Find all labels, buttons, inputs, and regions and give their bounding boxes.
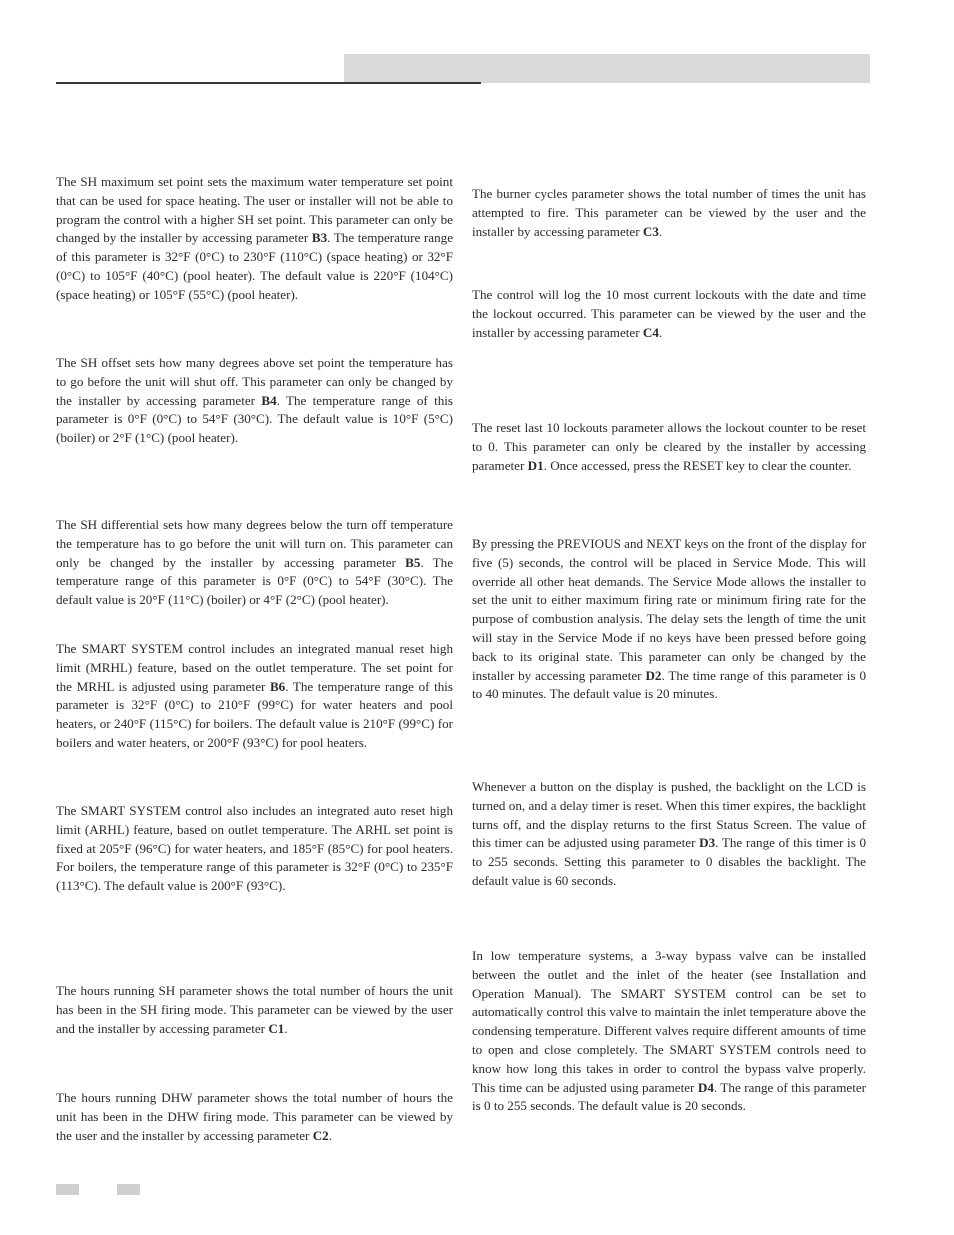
text-run: . The temperature range of this parameter is 32°F (0°C) to 210°F (99°C) for water heaters and pool heaters, or 240°F (115°C) for boilers. The default value is 210°F (99°C) for boilers and water heaters, or 200°F (93°C) for pool heaters. xyxy=(56,678,453,750)
text-run: The SH offset sets how many degrees above set point the temperature has to go before the unit will shut off. This parameter can only be changed by the installer by accessing parameter xyxy=(56,355,453,408)
parameter-code: C2 xyxy=(312,1127,329,1143)
paragraph-hours-running-sh xyxy=(56,982,453,1038)
paragraph-mrhl xyxy=(56,640,453,753)
parameter-code: B5 xyxy=(405,554,421,570)
text-run: The SMART SYSTEM control includes an integrated manual reset high limit (MRHL) feature, based on the outlet temperature. The set point for the MRHL is adjusted using parameter xyxy=(56,641,453,694)
footer-section-box xyxy=(117,1184,140,1195)
text-run: By pressing the PREVIOUS and NEXT keys on the front of the display for five (5) seconds, the control will be placed in Service Mode. This will override all other heat demands. The Service Mode allows the installer to set the unit to either maximum firing rate or minimum firing rate for the purpose of combustion analysis. The delay sets the length of time the unit will stay in the Service Mode if no keys have been pressed before going back to its original state. This parameter can only be changed by the installer by accessing parameter xyxy=(472,536,866,683)
parameter-code: D1 xyxy=(527,457,544,473)
text-run: . The range of this timer is 0 to 255 seconds. Setting this parameter to 0 disables the backlight. The default value is 60 seconds. xyxy=(472,835,867,888)
header-rule xyxy=(56,82,481,84)
parameter-code: D4 xyxy=(697,1079,714,1095)
paragraph-backlight xyxy=(472,778,866,891)
footer-page-box xyxy=(56,1184,79,1195)
text-run: The burner cycles parameter shows the total number of times the unit has attempted to fire. This parameter can be viewed by the user and the installer by accessing parameter xyxy=(472,186,866,239)
text-run: The SMART SYSTEM control also includes an integrated auto reset high limit (ARHL) feature, based on outlet temperature. The ARHL set point is fixed at 205°F (96°C) for water heaters, and 185°F (85°C) for pool heaters. For boilers, the temperature range of this parameter is 32°F (0°C) to 235°F (113°C). The default value is 200°F (93°C). xyxy=(56,803,453,894)
parameter-code: B6 xyxy=(269,678,286,694)
paragraph-hours-running-dhw xyxy=(56,1089,453,1145)
paragraph-bypass-valve xyxy=(472,947,866,1116)
text-run: . xyxy=(658,324,663,340)
text-run: . The temperature range of this parameter is 0°F (0°C) to 54°F (30°C). The default value is 10°F (5°C) (boiler) or 2°F (1°C) (pool heater). xyxy=(56,392,453,446)
parameter-code: D2 xyxy=(645,667,662,683)
text-run: . Once accessed, press the RESET key to clear the counter. xyxy=(543,457,852,473)
paragraph-service-mode xyxy=(472,535,866,704)
paragraph-arhl xyxy=(56,802,453,896)
text-run: The hours running DHW parameter shows the total number of hours the unit has been in the DHW firing mode. This parameter can be viewed by the user and the installer by accessing parameter xyxy=(56,1090,453,1143)
parameter-code: B4 xyxy=(261,392,277,408)
paragraph-lockout-log xyxy=(472,286,866,342)
paragraph-sh-max-set-point xyxy=(56,173,453,305)
header-bar xyxy=(344,54,870,83)
parameter-code: C3 xyxy=(642,223,659,239)
text-run: In low temperature systems, a 3-way bypass valve can be installed between the outlet and the inlet of the heater (see Installation and Operation Manual). The SMART SYSTEM control can be set to automatically control this valve to maintain the inlet temperature above the condensing temperature. Different valves require different amounts of time to open and close completely. The SMART SYSTEM controls need to know how long this takes in order to control the bypass valve properly. This time can be adjusted using parameter xyxy=(472,948,866,1095)
paragraph-sh-differential xyxy=(56,516,453,610)
parameter-code: C4 xyxy=(642,324,659,340)
text-run: . xyxy=(328,1127,332,1143)
text-run: The reset last 10 lockouts parameter allows the lockout counter to be reset to 0. This parameter can only be cleared by the installer by accessing parameter xyxy=(472,420,866,473)
text-run: . The time range of this parameter is 0 to 40 minutes. The default value is 20 minutes. xyxy=(472,667,866,702)
paragraph-burner-cycles xyxy=(472,185,866,241)
text-run: The SH maximum set point sets the maximum water temperature set point that can be used for space heating. The user or installer will not be able to program the control with a higher SH set point. This parameter can only be changed by the installer by accessing parameter xyxy=(56,174,453,246)
parameter-code: B3 xyxy=(311,230,328,246)
text-run: Whenever a button on the display is pushed, the backlight on the LCD is turned on, and a delay timer is reset. When this timer expires, the backlight turns off, and the display returns to the first Status Screen. The value of this timer can be adjusted using parameter xyxy=(472,779,866,851)
text-run: . xyxy=(284,1020,288,1036)
text-run: The control will log the 10 most current lockouts with the date and time the lockout occurred. This parameter can be viewed by the user and the installer by accessing parameter xyxy=(472,287,866,340)
text-run: The hours running SH parameter shows the total number of hours the unit has been in the SH firing mode. This parameter can be viewed by the user and the installer by accessing parameter xyxy=(56,983,453,1036)
parameter-code: C1 xyxy=(268,1020,285,1036)
text-run: . xyxy=(658,223,663,239)
parameter-code: D3 xyxy=(699,835,716,851)
text-run: . The range of this parameter is 0 to 255 seconds. The default value is 20 seconds. xyxy=(472,1079,867,1114)
text-run: The SH differential sets how many degrees below the turn off temperature the temperature has to go before the unit will turn on. This parameter can only be changed by the installer by accessing parameter xyxy=(56,517,453,570)
text-run: . The temperature range of this parameter is 32°F (0°C) to 230°F (110°C) (space heating) or 32°F (0°C) to 105°F (40°C) (pool heater). The default value is 220°F (104°C) (space heating) or 105°F (55°C) (pool heater). xyxy=(56,230,454,302)
paragraph-reset-lockouts xyxy=(472,419,866,475)
text-run: . The temperature range of this parameter is 0°F (0°C) to 54°F (30°C). The default value is 20°F (11°C) (boiler) or 4°F (2°C) (pool heater). xyxy=(56,554,454,608)
paragraph-sh-offset xyxy=(56,354,453,448)
